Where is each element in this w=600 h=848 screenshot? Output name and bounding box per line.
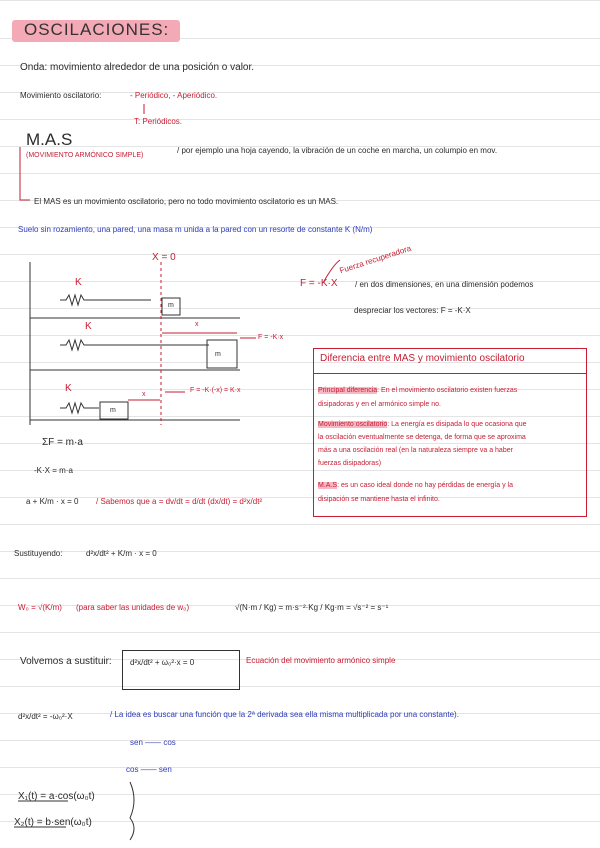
subst-label: Sustituyendo: bbox=[14, 549, 63, 558]
sen-cos-1: sen —— cos bbox=[130, 738, 176, 747]
mass-label-1: m bbox=[168, 302, 174, 309]
k-label-1: K bbox=[75, 277, 82, 288]
mov-osc-periodic: T: Periódicos. bbox=[134, 117, 183, 126]
diff-p2-cont1: la oscilación eventualmente se detenga, de forma que se aproxima bbox=[318, 434, 526, 441]
omega-zero-units: √(N·m / Kg) = m·s⁻²·Kg / Kg·m = √s⁻² = s⁻¹ bbox=[235, 603, 389, 612]
mass-label-2: m bbox=[215, 351, 221, 358]
x2-function: X₂(t) = b·sen(ω₀t) bbox=[14, 817, 92, 828]
mas-note: El MAS es un movimiento oscilatorio, pero no todo movimiento oscilatorio es un MAS. bbox=[34, 197, 339, 206]
x-label-1: x bbox=[195, 321, 199, 328]
mov-osc-label: Movimiento oscilatorio: bbox=[20, 91, 102, 100]
mas-equation-label: Ecuación del movimiento armónico simple bbox=[246, 656, 396, 665]
force-label-1: F = -K·x bbox=[258, 334, 284, 341]
diff-p2-cont2: más a una oscilación real (en la naturaleza siempre va a haber bbox=[318, 447, 513, 454]
volvemos-label: Volvemos a sustituir: bbox=[20, 656, 112, 667]
mass-label-3: m bbox=[110, 407, 116, 414]
diff-p2-label: Movimiento oscilatorio bbox=[318, 421, 388, 428]
eq-accel: a + K/m · x = 0 bbox=[26, 497, 79, 506]
omega-zero-note: (para saber las unidades de w₀) bbox=[76, 603, 190, 612]
force-desc-2: despreciar los vectores: F = -K·X bbox=[354, 306, 471, 315]
eq-newton: ΣF = m·a bbox=[42, 437, 83, 448]
setup-description: Suelo sin rozamiento, una pared, una masa m unida a la pared con un resorte de constante K (N/m) bbox=[18, 225, 373, 234]
final-equation: d²x/dt² = -ω₀²·X bbox=[18, 712, 73, 721]
diff-p2-cont3: fuerzas disipadoras) bbox=[318, 460, 382, 467]
force-desc-1: / en dos dimensiones, en una dimensión podemos bbox=[355, 280, 534, 289]
diff-p3-cont: disipación se mantiene hasta el infinito. bbox=[318, 496, 440, 503]
x1-function: X₁(t) = a·cos(ω₀t) bbox=[18, 791, 95, 802]
page-title: OSCILACIONES: bbox=[24, 20, 170, 39]
difference-title: Diferencia entre MAS y movimiento oscilatorio bbox=[320, 353, 525, 364]
diff-p2-text: : La energía es disipada lo que ocasiona que bbox=[387, 421, 527, 428]
diff-p1-text: : En el movimiento oscilatorio existen fuerzas bbox=[377, 387, 518, 394]
k-label-3: K bbox=[65, 383, 72, 394]
onda-definition: Onda: movimiento alrededor de una posición o valor. bbox=[20, 62, 255, 73]
diff-p3-text: : es un caso ideal donde no hay pérdidas de energía y la bbox=[337, 482, 513, 489]
mas-equation: d²x/dt² + ω₀²·x = 0 bbox=[130, 658, 195, 667]
x-zero-label: X = 0 bbox=[152, 252, 176, 263]
mov-osc-types: - Periódico, - Aperiódico. bbox=[130, 91, 218, 100]
mas-full-name: (MOVIMIENTO ARMÓNICO SIMPLE) bbox=[26, 152, 144, 159]
subst-equation: d²x/dt² + K/m · x = 0 bbox=[86, 549, 157, 558]
eq-accel-note: / Sabemos que a = dv/dt = d/dt (dx/dt) = d²x/dt² bbox=[96, 497, 263, 506]
diff-p1-label: Principal diferencia bbox=[318, 387, 378, 394]
x-label-2: x bbox=[142, 391, 146, 398]
sen-cos-2: cos —— sen bbox=[126, 765, 172, 774]
diff-p1-cont: disipadoras y en el armónico simple no. bbox=[318, 401, 441, 408]
eq-hooke: -K·X = m·a bbox=[34, 466, 73, 475]
mas-heading: M.A.S bbox=[26, 130, 73, 149]
k-label-2: K bbox=[85, 321, 92, 332]
fuerza-recuperadora: Fuerza recuperadora bbox=[338, 243, 413, 276]
mas-examples: / por ejemplo una hoja cayendo, la vibración de un coche en marcha, un columpio en mov. bbox=[177, 146, 498, 155]
diff-p3-label: M.A.S bbox=[318, 482, 338, 489]
final-note: / La idea es buscar una función que la 2ª derivada sea ella misma multiplicada por una constante). bbox=[110, 710, 459, 719]
omega-zero: W₀ = √(K/m) bbox=[18, 603, 62, 612]
force-label-2: F = -K·(-x) = K·x bbox=[190, 387, 241, 394]
force-equation: F = -K·X bbox=[300, 278, 338, 289]
